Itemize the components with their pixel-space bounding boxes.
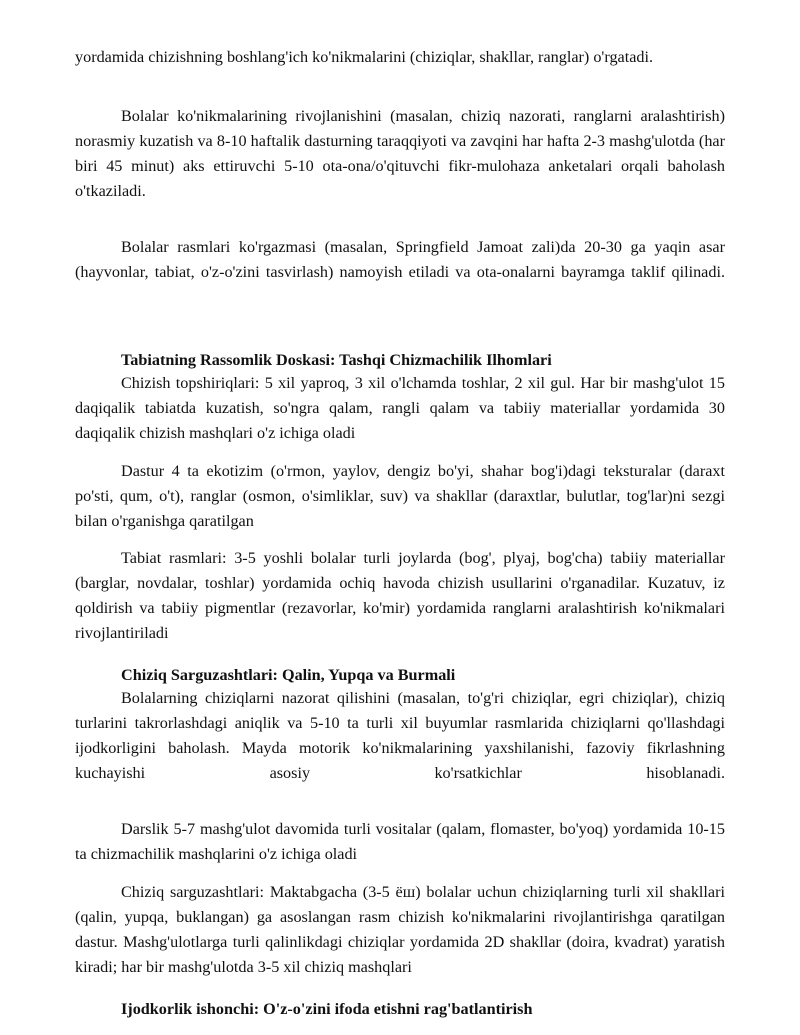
- heading-nature-drawing-board: Tabiatning Rassomlik Doskasi: Tashqi Chizmachilik Ilhomlari: [121, 351, 552, 369]
- paragraph-line-control: Bolalarning chiziqlarni nazorat qilishini (masalan, to'g'ri chiziqlar, egri chiziqlar), chiziq turlarini takrorlashdagi aniqlik va 5-10 ta turli xil buyumlar rasmlarida chiziqlarni qo'llashdagi ijodkorligini baholash. Mayda motorik ko'nikmalarining yaxshilanishi, fazoviy fikrlashning kuchayishi asosiy ko'rsatkichlar hisoblanadi.: [75, 689, 725, 782]
- paragraph-drawing-tasks: Chizish topshiriqlari: 5 xil yaproq, 3 xil o'lchamda toshlar, 2 xil gul. Har bir mashg'ulot 15 daqiqalik tabiatda kuzatish, so'ngra qalam, rangli qalam va tabiiy materiallar yordamida 30 daqiqalik chizish mashqlari o'z ichiga oladi: [75, 374, 725, 442]
- heading-line-adventures: Chiziq Sarguzashtlari: Qalin, Yupqa va Burmali: [121, 666, 456, 684]
- paragraph-line-program: Chiziq sarguzashtlari: Maktabgacha (3-5 ёш) bolalar uchun chiziqlarning turli xil shakllari (qalin, yupqa, buklangan) ga asoslangan rasm chizish ko'nikmalarini rivojlantirishga qaratilgan dastur. Mashg'ulotlarga turli qalinlikdagi chiziqlar yordamida 2D shakllar (doira, kvadrat) yaratish kiradi; har bir mashg'ulotda 3-5 xil chiziq mashqlari: [75, 883, 725, 976]
- paragraph-exhibition: Bolalar rasmlari ko'rgazmasi (masalan, Springfield Jamoat zali)da 20-30 ga yaqin asar (hayvonlar, tabiat, o'z-o'zini tasvirlash) namoyish etiladi va ota-onalarni bayramga taklif qilinadi.: [75, 238, 725, 281]
- paragraph-ecosystems: Dastur 4 ta ekotizim (o'rmon, yaylov, dengiz bo'yi, shahar bog'i)dagi teksturalar (daraxt po'sti, qum, o't), ranglar (osmon, o'simliklar, suv) va shakllar (daraxtlar, bulutlar, tog'lar)ni sezgi bilan o'rganishga qaratilgan: [75, 462, 725, 530]
- paragraph-intro-continuation: yordamida chizishning boshlang'ich ko'nikmalarini (chiziqlar, shakllar, ranglar) o'rgatadi.: [75, 48, 654, 66]
- heading-creativity-confidence: Ijodkorlik ishonchi: O'z-o'zini ifoda etishni rag'batlantirish: [121, 1000, 533, 1018]
- paragraph-nature-pictures: Tabiat rasmlari: 3-5 yoshli bolalar turli joylarda (bog', plyaj, bog'cha) tabiiy materiallar (barglar, novdalar, toshlar) yordamida ochiq havoda chizish usullarini o'rganadilar. Kuzatuv, iz qoldirish va tabiiy pigmentlar (rezavorlar, ko'mir) yordamida ranglarni aralashtirish ko'nikmalari rivojlantiriladi: [75, 549, 725, 642]
- paragraph-assessment: Bolalar ko'nikmalarining rivojlanishini (masalan, chiziq nazorati, ranglarni aralashtirish) norasmiy kuzatish va 8-10 haftalik dasturning taraqqiyoti va zavqini har hafta 2-3 mashg'ulotda (har biri 45 minut) aks ettiruvchi 5-10 ota-ona/o'qituvchi fikr-mulohaza anketalari orqali baholash o'tkaziladi.: [75, 107, 725, 200]
- paragraph-textbook: Darslik 5-7 mashg'ulot davomida turli vositalar (qalam, flomaster, bo'yoq) yordamida 10-15 ta chizmachilik mashqlarini o'z ichiga oladi: [75, 820, 725, 863]
